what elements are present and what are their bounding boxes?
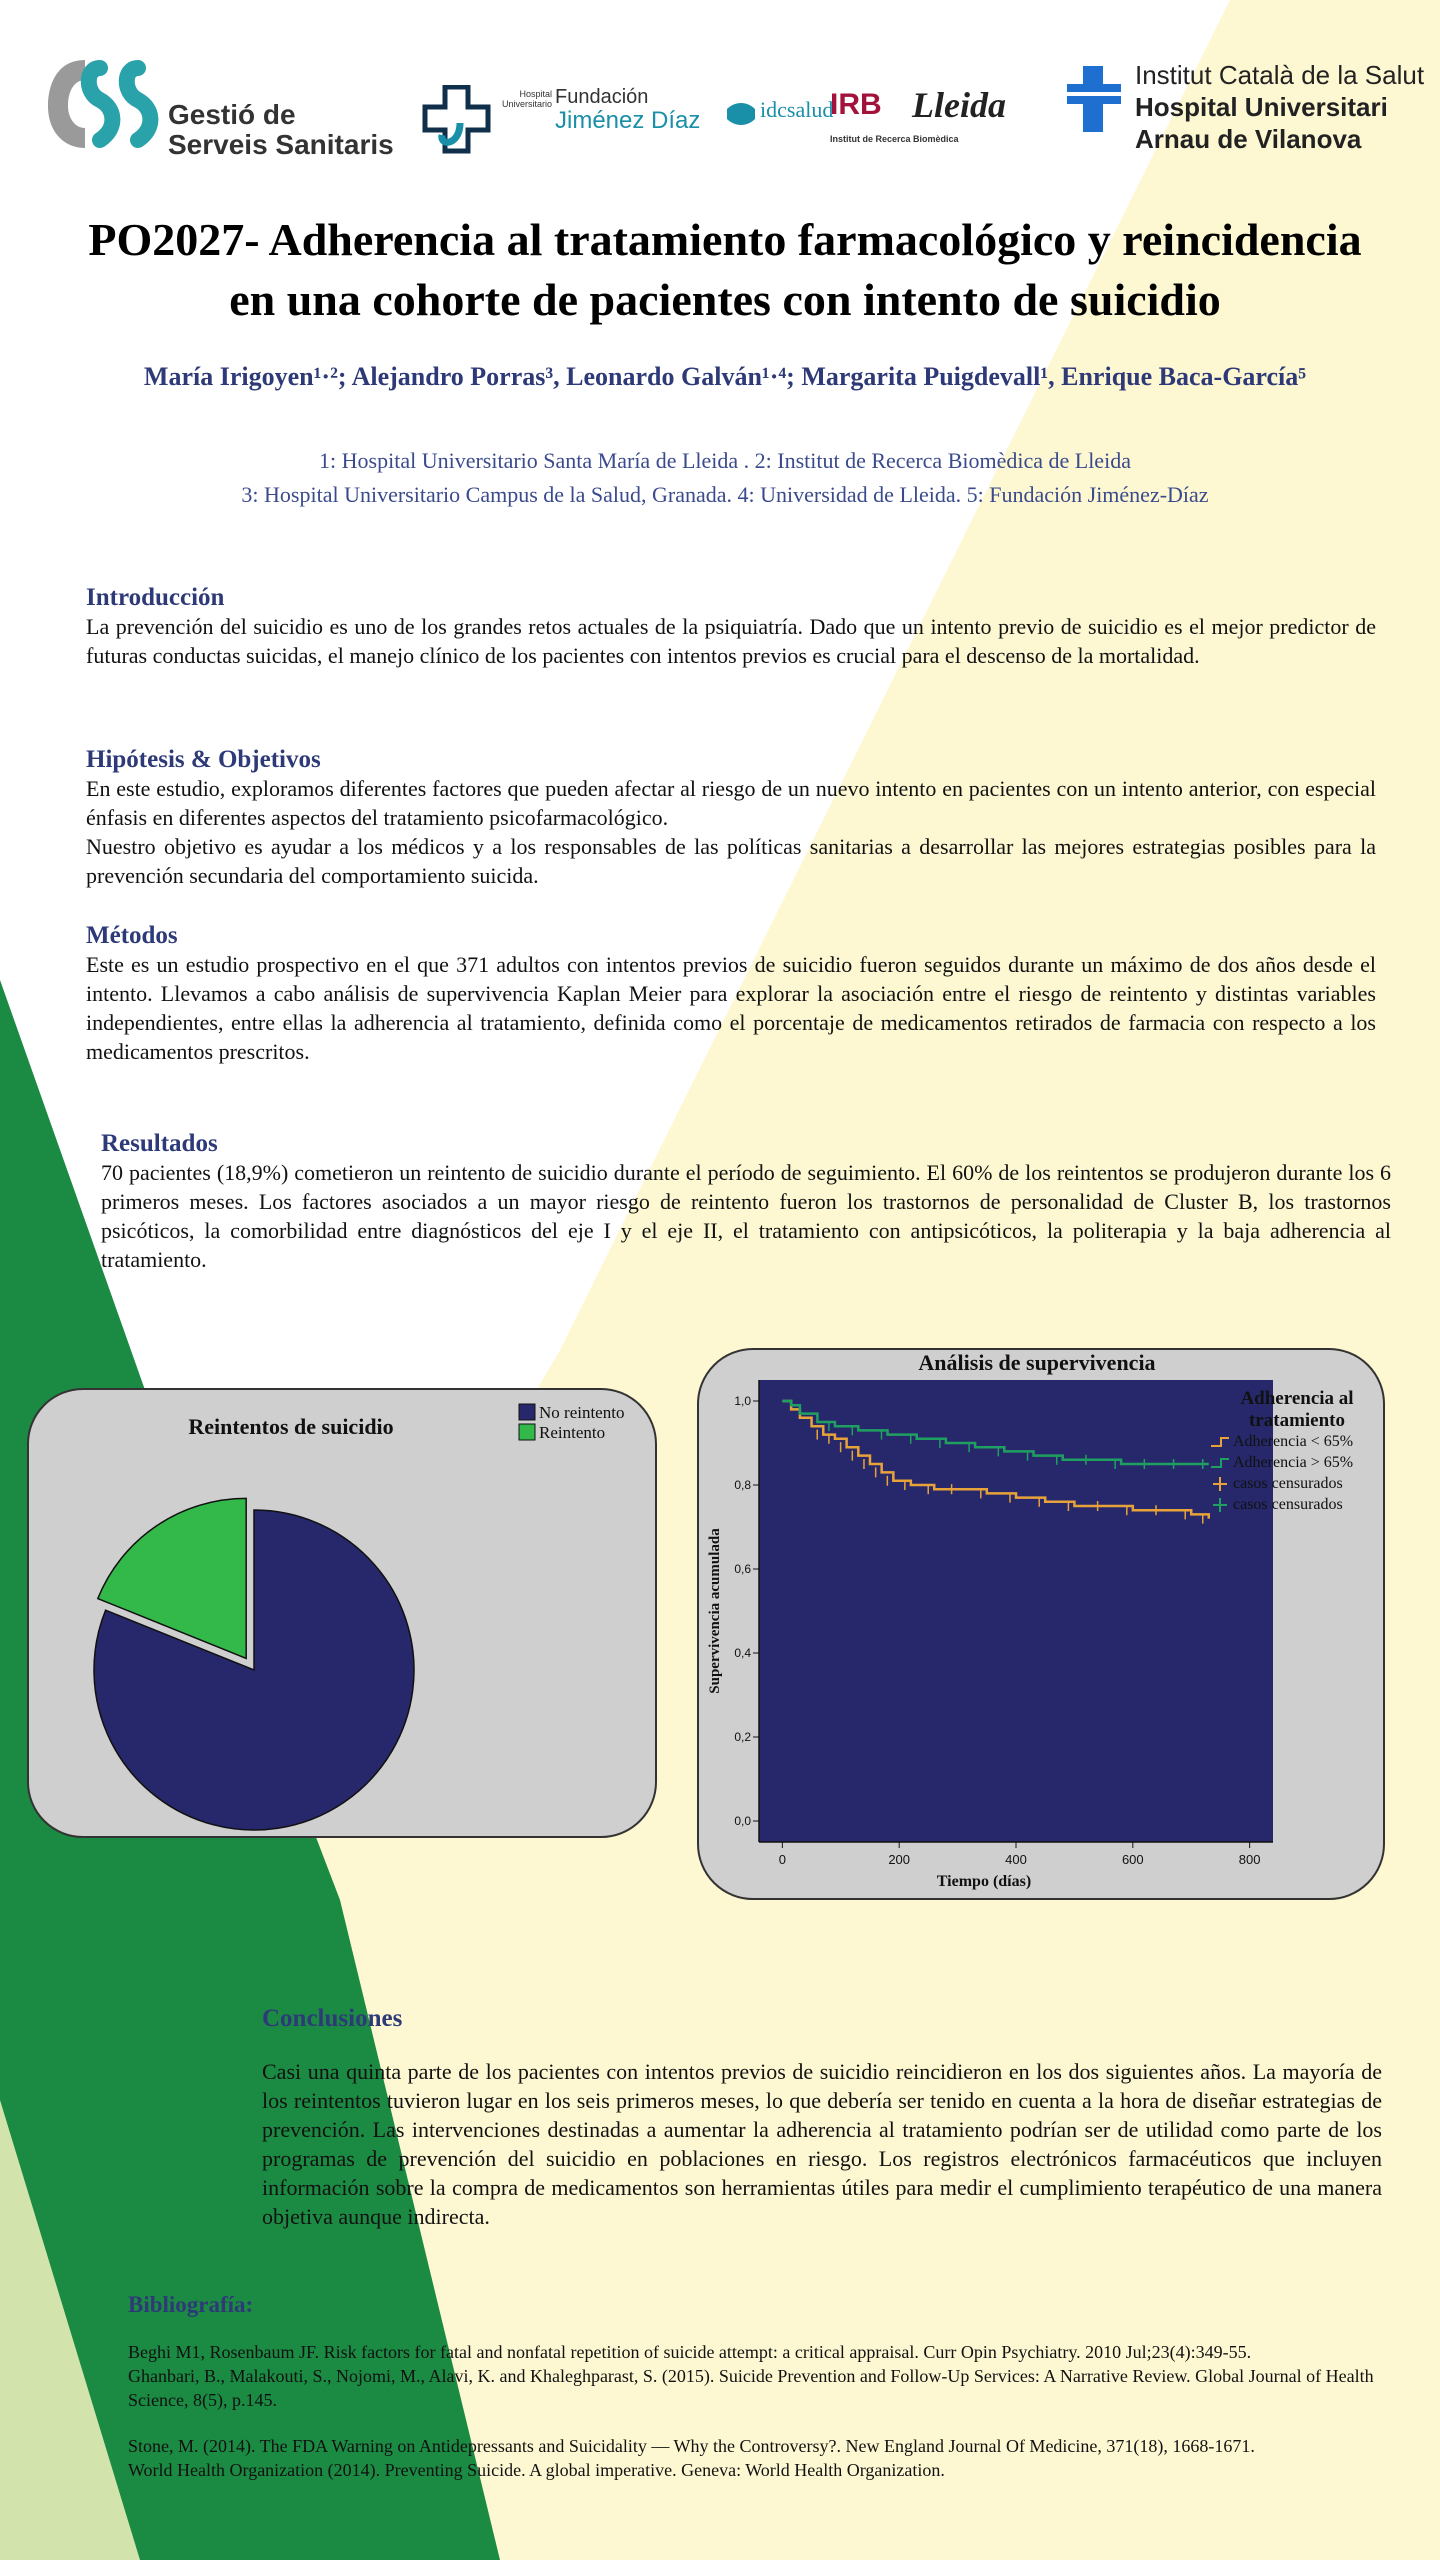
legend-label: Adherencia > 65% [1233, 1454, 1354, 1471]
ics-line1: Institut Català de la Salut [1135, 60, 1425, 90]
legend-label: casos censurados [1233, 1475, 1343, 1492]
irb-sub-text: Institut de Recerca Biomèdica [830, 134, 959, 144]
pie-chart-title: Reintentos de suicidio [188, 1414, 394, 1439]
idc-logo-text: idcsalud [760, 97, 834, 122]
biblio-heading: Bibliografía: [128, 2292, 254, 2317]
hip-text1: En este estudio, exploramos diferentes factores que pueden afectar al riesgo de un nuevo intento en pacientes con un intento anterior, con especial énfasis en diferentes aspectos del tratamiento psicofarmacológico. [86, 776, 1376, 830]
gss-line2: Serveis Sanitaris [168, 129, 394, 160]
irb-text: IRB [830, 88, 882, 121]
irb-logo [830, 60, 1060, 160]
y-tick-label: 0,4 [734, 1646, 751, 1660]
fjd-name-a: Fundación [555, 86, 649, 108]
legend-swatch-reintento [519, 1424, 535, 1440]
y-tick-label: 1,0 [734, 1394, 751, 1408]
met-heading: Métodos [86, 922, 178, 949]
biblio-ref: World Health Organization (2014). Preventing Suicide. A global imperative. Geneva: World Health Organization. [128, 2460, 945, 2480]
x-tick-label: 400 [1005, 1852, 1027, 1867]
y-tick-label: 0,6 [734, 1562, 751, 1576]
authors: María Irigoyen¹·²; Alejandro Porras³, Leonardo Galván¹·⁴; Margarita Puigdevall¹, Enrique Baca-García⁵ [143, 362, 1307, 391]
fjd-small-text: Hospital Universitario [501, 89, 552, 109]
affiliations [60, 444, 1390, 512]
gss-logo [40, 48, 420, 168]
legend-label: casos censurados [1233, 1496, 1343, 1513]
ics-line3: Arnau de Vilanova [1135, 124, 1362, 154]
legend-title-line2: tratamiento [1248, 1410, 1346, 1431]
met-text: Este es un estudio prospectivo en el que 371 adultos con intentos previos de suicidio fueron seguidos durante un máximo de dos años desde el intento. Llevamos a cabo análisis de supervivencia Kaplan Meier para explorar la asociación entre el riesgo de reintento y distintas variables independientes, entre ellas la adherencia al tratamiento, definida como el porcentaje de medicamentos retirados de farmacia con respecto a los medicamentos prescritos. [86, 952, 1376, 1064]
x-tick-label: 200 [888, 1852, 911, 1867]
hip-heading: Hipótesis & Objetivos [86, 746, 321, 773]
plot-area [759, 1380, 1273, 1842]
legend-label-reintento: Reintento [539, 1423, 606, 1442]
section-bibliografia [128, 2292, 1388, 2482]
hip-text2: Nuestro objetivo es ayudar a los médicos y a los responsables de las políticas sanitarias a desarrollar las mejores estrategias posibles para la prevención secundaria del comportamiento suicida. [86, 834, 1376, 888]
y-tick-label: 0,2 [734, 1730, 751, 1744]
survival-chart-panel [697, 1348, 1385, 1900]
ics-cross-icon [1065, 64, 1125, 134]
gss-logo-mark [40, 48, 165, 163]
x-tick-label: 600 [1121, 1852, 1144, 1867]
affiliation-line2: 3: Hospital Universitario Campus de la Salud, Granada. 4: Universidad de Lleida. 5: Fundación Jiménez-Díaz [241, 482, 1209, 507]
biblio-ref: Stone, M. (2014). The FDA Warning on Antidepressants and Suicidality — Why the Controversy?. New England Journal Of Medicine, 371(18), 1668-1671. [128, 2436, 1255, 2456]
res-text: 70 pacientes (18,9%) cometieron un reintento de suicidio durante el período de seguimiento. El 60% de los reintentos se produjeron durante los 6 primeros meses. Los factores asociados a un mayor riesgo de reintento fueron los trastornos de personalidad de Cluster B, los trastornos psicóticos, la comorbilidad entre diagnósticos del eje I y el eje II, el tratamiento con antipsicóticos, la politerapia y la baja adherencia al tratamiento. [101, 1160, 1391, 1272]
logo-row [30, 40, 1425, 170]
pie-chart [29, 1390, 659, 1840]
intro-heading: Introducción [86, 584, 225, 611]
x-axis-label: Tiempo (días) [936, 1873, 1032, 1890]
x-tick-label: 800 [1238, 1852, 1261, 1867]
fjd-cross-icon [420, 85, 500, 155]
section-conclusiones [262, 2005, 1382, 2231]
poster-title-line1: PO2027- Adherencia al tratamiento farmacológico y reincidencia [88, 214, 1362, 265]
fjd-logo [420, 85, 850, 155]
intro-text: La prevención del suicidio es uno de los grandes retos actuales de la psiquiatría. Dado que un intento previo de suicidio es el mejor predictor de futuras conductas suicidas, el manejo clínico de los pacientes con intentos previos es crucial para el descenso de la mortalidad. [86, 614, 1376, 668]
pie-chart-panel [27, 1388, 657, 1838]
biblio-ref: Beghi M1, Rosenbaum JF. Risk factors for fatal and nonfatal repetition of suicide attempt: a critical appraisal. Curr Opin Psychiatry. 2010 Jul;23(4):349-55. [128, 2342, 1252, 2362]
x-tick-label: 0 [778, 1852, 786, 1867]
affiliation-line1: 1: Hospital Universitario Santa María de Lleida . 2: Institut de Recerca Biomèdica de Lleida [319, 448, 1131, 473]
concl-text: Casi una quinta parte de los pacientes con intentos previos de suicidio reincidieron en los dos siguientes años. La mayoría de los reintentos tuvieron lugar en los seis primeros meses, lo que debería ser tenido en cuenta a la hora de diseñar estrategias de prevención. Las intervenciones destinadas a aumentar la adherencia al tratamiento podrían ser de utilidad como parte de los programas de prevención del suicidio en poblaciones en riesgo. Los registros electrónicos farmacéuticos que incluyen información sobre la compra de medicamentos son herramientas útiles para medir el cumplimiento terapéutico de una manera objetiva aunque indirecta. [262, 2059, 1382, 2229]
ics-line2: Hospital Universitari [1135, 92, 1388, 122]
biblio-ref: Ghanbari, B., Malakouti, S., Nojomi, M., Alavi, K. and Khaleghparast, S. (2015). Suicide Prevention and Follow-Up Services: A Narrative Review. Global Journal of Health Science, 8(5), p.145. [128, 2366, 1374, 2410]
section-hipotesis [86, 746, 1376, 890]
concl-heading: Conclusiones [262, 2005, 403, 2032]
survival-chart-title: Análisis de supervivencia [918, 1350, 1156, 1375]
gss-logo-text [168, 100, 394, 160]
legend-title-line1: Adherencia al [1240, 1388, 1354, 1409]
res-heading: Resultados [101, 1130, 218, 1157]
y-axis-label: Supervivencia acumulada [707, 1528, 723, 1694]
gss-line1: Gestió de [168, 99, 296, 130]
legend-label: Adherencia < 65% [1233, 1433, 1354, 1450]
legend-swatch-no-reintento [519, 1404, 535, 1420]
ics-logo [1065, 50, 1425, 160]
poster-title-line2: en una cohorte de pacientes con intento de suicidio [229, 274, 1221, 325]
poster-title [60, 210, 1390, 330]
section-metodos [86, 922, 1376, 1066]
section-introduccion [86, 584, 1376, 670]
legend-label-no-reintento: No reintento [539, 1403, 625, 1422]
idc-wave-icon [725, 99, 757, 129]
section-resultados [101, 1130, 1391, 1274]
irb-lleida-text: Lleida [912, 85, 1006, 125]
fjd-name-b: Jiménez Díaz [555, 107, 701, 134]
pie-slices [94, 1498, 414, 1830]
survival-chart [699, 1350, 1387, 1902]
y-tick-label: 0,8 [734, 1478, 751, 1492]
y-tick-label: 0,0 [734, 1814, 751, 1828]
